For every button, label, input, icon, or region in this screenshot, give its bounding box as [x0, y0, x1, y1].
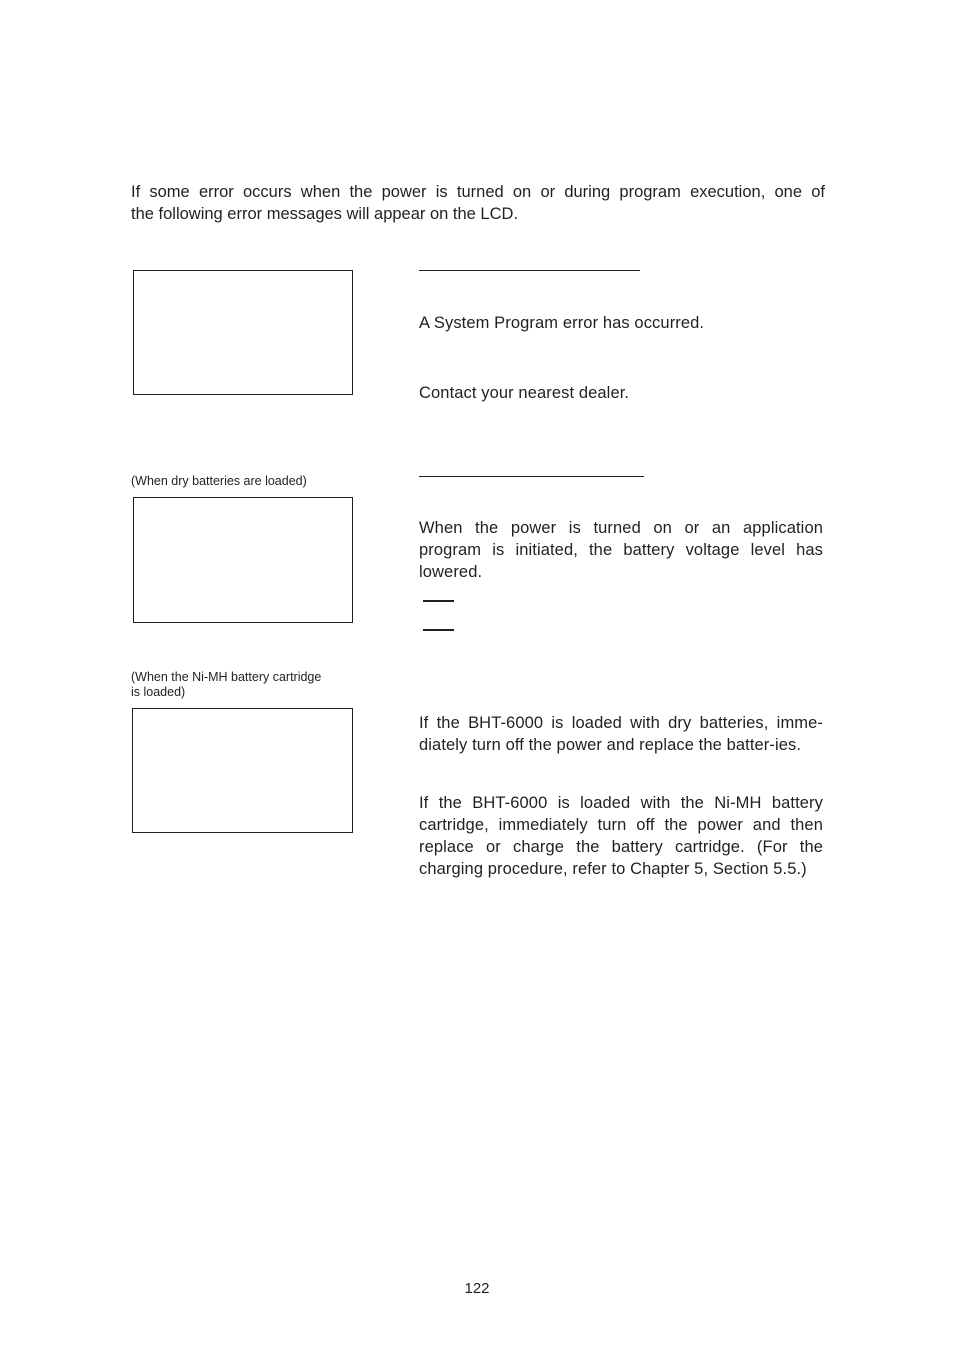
lcd-screen-system-error [133, 270, 353, 395]
intro-paragraph [131, 182, 825, 225]
low-battery-cause: When the power is turned on or an application program is initiated, the battery voltage level has lowered. [419, 519, 823, 581]
lcd-screen-nimh-cartridge [132, 708, 353, 833]
lcd-screen-dry-batteries [133, 497, 353, 623]
short-rule-2 [423, 629, 454, 631]
caption-nimh-line-1: (When the Ni-MH battery cartridge [131, 670, 322, 684]
low-battery-action-nimh: If the BHT-6000 is loaded with the Ni-MH battery cartridge, immediately turn off the power and then replace or charge the battery cartridge. (For the charging procedure, refer to Chapter 5, Section 5.5.) [419, 794, 823, 878]
heading-rule-system-error [419, 270, 640, 271]
caption-dry-batteries: (When dry batteries are loaded) [131, 474, 307, 488]
caption-nimh-line-2: is loaded) [131, 685, 186, 699]
intro-line-1: If some error occurs when the power is turned on or during program execution, one of [131, 183, 825, 201]
system-error-cause: A System Program error has occurred. [419, 314, 705, 332]
page-number: 122 [464, 1280, 490, 1297]
short-rule-1 [423, 600, 454, 602]
low-battery-action-dry: If the BHT-6000 is loaded with dry batteries, imme-diately turn off the power and replace the batter-ies. [419, 714, 823, 754]
system-error-action: Contact your nearest dealer. [419, 384, 630, 402]
heading-rule-low-battery [419, 476, 644, 477]
intro-line-2: the following error messages will appear on the LCD. [131, 204, 519, 223]
